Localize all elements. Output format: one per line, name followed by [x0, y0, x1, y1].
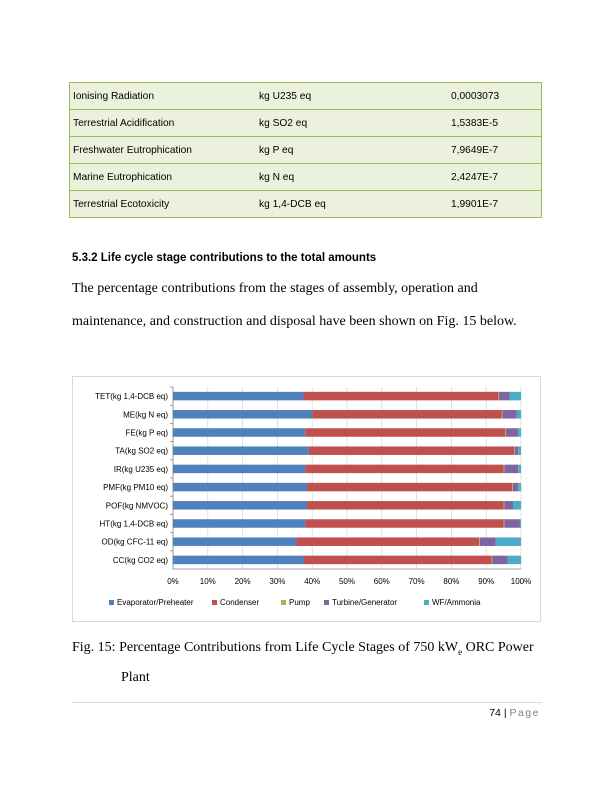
- x-tick-label: 40%: [304, 577, 321, 586]
- bar-segment: [496, 537, 521, 546]
- section-heading: 5.3.2 Life cycle stage contributions to the total amounts: [72, 252, 377, 264]
- table-cell-category: Freshwater Eutrophication: [70, 137, 257, 164]
- bar-segment: [307, 501, 504, 510]
- x-tick-label: 10%: [199, 577, 216, 586]
- figure-caption-text-end: ORC Power: [462, 640, 534, 655]
- bar-segment: [173, 392, 304, 401]
- bar-segment: [520, 519, 521, 528]
- bar-segment: [480, 537, 496, 546]
- bar-segment: [504, 519, 505, 528]
- y-tick-label: PMF(kg PM10 eq): [103, 483, 168, 493]
- bar-segment: [504, 519, 520, 528]
- bar-segment: [504, 501, 505, 510]
- bar-segment: [508, 556, 521, 565]
- bar-segment: [513, 501, 521, 510]
- x-tick-label: 60%: [373, 577, 390, 586]
- bar-segment: [309, 446, 514, 455]
- y-tick-label: TA(kg SO2 eq): [115, 446, 168, 456]
- bar-segment: [305, 428, 505, 437]
- bar-segment: [492, 556, 508, 565]
- bar-segment: [518, 428, 521, 437]
- y-tick-label: OD(kg CFC-11 eq): [101, 537, 168, 547]
- bar-segment: [518, 446, 521, 455]
- bar-segment: [479, 537, 480, 546]
- footer-separator: |: [503, 707, 507, 719]
- table-row: [70, 191, 542, 218]
- legend-swatch: [212, 600, 217, 605]
- table-cell-unit: kg 1,4-DCB eq: [256, 191, 448, 218]
- impact-results-table: [69, 82, 542, 218]
- table-cell-unit: kg U235 eq: [256, 83, 448, 110]
- y-tick-label: IR(kg U235 eq): [113, 464, 168, 474]
- bar-segment: [173, 483, 307, 492]
- table-cell-category: Terrestrial Ecotoxicity: [70, 191, 257, 218]
- bar-segment: [173, 556, 304, 565]
- bar-segment: [173, 537, 297, 546]
- y-tick-label: POF(kg NMVOC): [105, 501, 168, 511]
- bar-segment: [173, 428, 305, 437]
- paragraph-line-1: The percentage contributions from the stages of assembly, operation and: [72, 281, 478, 296]
- y-tick-label: ME(kg N eq): [123, 410, 168, 420]
- page-label: Page: [509, 707, 540, 719]
- bar-segment: [505, 428, 506, 437]
- bar-segment: [498, 392, 499, 401]
- legend-label: WF/Ammonia: [432, 598, 481, 607]
- x-tick-label: 100%: [510, 577, 532, 586]
- bar-segment: [516, 410, 521, 419]
- bar-segment: [502, 410, 503, 419]
- table-cell-category: Ionising Radiation: [70, 83, 257, 110]
- legend-swatch: [324, 600, 329, 605]
- x-tick-label: 70%: [408, 577, 425, 586]
- table-cell-value: 7,9649E-7: [448, 137, 542, 164]
- y-tick-label: CC(kg CO2 eq): [112, 555, 168, 565]
- bar-segment: [504, 465, 518, 474]
- table-row: [70, 110, 542, 137]
- bar-segment: [504, 465, 505, 474]
- bar-segment: [173, 465, 305, 474]
- bar-segment: [304, 392, 499, 401]
- figure-caption-line-2: Plant: [121, 670, 150, 685]
- x-tick-label: 90%: [478, 577, 495, 586]
- bar-segment: [304, 556, 492, 565]
- bar-segment: [305, 519, 503, 528]
- bar-segment: [518, 465, 521, 474]
- table-row: [70, 137, 542, 164]
- legend-label: Evaporator/Preheater: [117, 598, 194, 607]
- x-tick-label: 50%: [338, 577, 356, 586]
- y-tick-label: TET(kg 1,4-DCB eq): [95, 392, 168, 402]
- bar-segment: [173, 519, 305, 528]
- table-cell-unit: kg P eq: [256, 137, 448, 164]
- figure-caption-text: Fig. 15: Percentage Contributions from Life Cycle Stages of 750 kW: [72, 640, 459, 655]
- table-cell-unit: kg N eq: [256, 164, 448, 191]
- bar-segment: [510, 392, 521, 401]
- bar-segment: [173, 410, 312, 419]
- x-tick-label: 80%: [443, 577, 460, 586]
- bar-segment: [514, 446, 515, 455]
- legend-swatch: [109, 600, 114, 605]
- chart-canvas: [73, 377, 540, 621]
- bar-segment: [307, 483, 512, 492]
- legend-label: Turbine/Generator: [332, 598, 398, 607]
- bar-segment: [499, 392, 509, 401]
- stacked-bar-chart: [72, 376, 541, 622]
- legend-label: Pump: [289, 598, 310, 607]
- table-cell-unit: kg SO2 eq: [256, 110, 448, 137]
- page-footer: [489, 707, 540, 719]
- y-tick-label: FE(kg P eq): [125, 428, 168, 438]
- footer-divider: [72, 702, 542, 703]
- table-cell-value: 0,0003073: [448, 83, 542, 110]
- bar-segment: [305, 465, 503, 474]
- x-tick-label: 30%: [269, 577, 286, 586]
- bar-segment: [297, 537, 480, 546]
- bar-segment: [506, 428, 518, 437]
- figure-caption: [72, 640, 552, 657]
- x-tick-label: 20%: [234, 577, 251, 586]
- legend-swatch: [424, 600, 429, 605]
- bar-segment: [503, 410, 517, 419]
- paragraph-line-2: maintenance, and construction and disposal have been shown on Fig. 15 below.: [72, 314, 517, 329]
- table-row: [70, 164, 542, 191]
- bar-segment: [504, 501, 513, 510]
- table-cell-value: 2,4247E-7: [448, 164, 542, 191]
- y-tick-label: HT(kg 1,4-DCB eq): [99, 519, 168, 529]
- table-cell-value: 1,5383E-5: [448, 110, 542, 137]
- legend-swatch: [281, 600, 286, 605]
- page-number: 74: [489, 707, 501, 719]
- figure-caption-subscript: e: [458, 646, 463, 657]
- bar-segment: [513, 483, 518, 492]
- bar-segment: [173, 501, 307, 510]
- bar-segment: [491, 556, 492, 565]
- x-tick-label: 0%: [167, 577, 179, 586]
- legend-label: Condenser: [220, 598, 260, 607]
- bar-segment: [515, 446, 518, 455]
- bar-segment: [312, 410, 502, 419]
- bar-segment: [173, 446, 309, 455]
- table-cell-category: Terrestrial Acidification: [70, 110, 257, 137]
- table-cell-category: Marine Eutrophication: [70, 164, 257, 191]
- bar-segment: [512, 483, 513, 492]
- table-cell-value: 1,9901E-7: [448, 191, 542, 218]
- bar-segment: [518, 483, 521, 492]
- table-row: [70, 83, 542, 110]
